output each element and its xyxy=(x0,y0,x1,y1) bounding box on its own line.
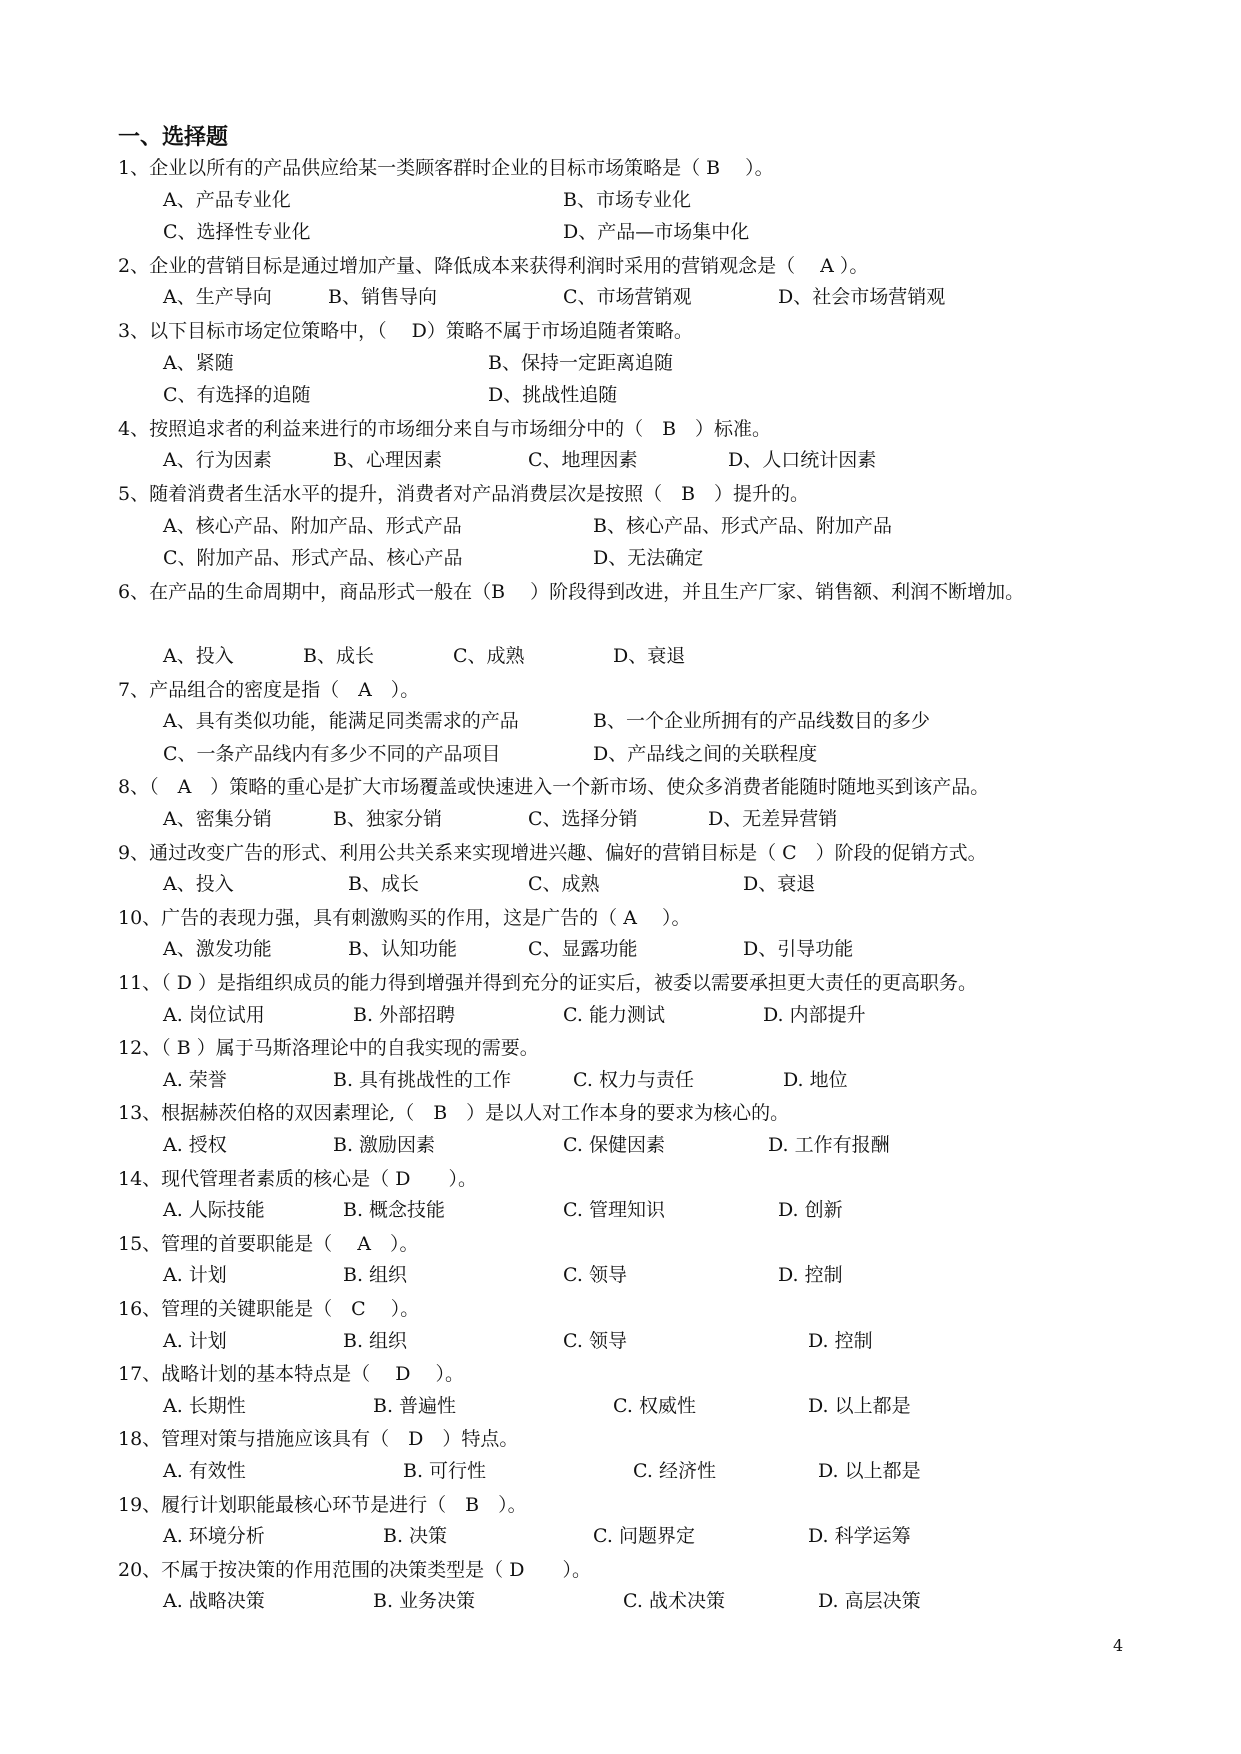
option-choice: A. 计划 xyxy=(163,1264,227,1287)
question-text: 13、根据赫茨伯格的双因素理论,（ B ）是以人对工作本身的要求为核心的。 xyxy=(118,1102,790,1125)
section-title: 一、选择题 xyxy=(118,125,229,150)
option-choice: D. 内部提升 xyxy=(763,1003,866,1026)
option-choice: C. 领导 xyxy=(563,1329,627,1352)
option-choice: C. 权力与责任 xyxy=(573,1068,694,1091)
option-choice: C. 权威性 xyxy=(613,1394,696,1417)
option-choice: A、投入 xyxy=(163,645,234,667)
option-choice: A、投入 xyxy=(163,873,234,896)
option-choice: A、激发功能 xyxy=(163,938,272,961)
option-choice: D. 控制 xyxy=(808,1329,873,1352)
option-choice: C. 保健因素 xyxy=(563,1134,665,1156)
option-choice: D、社会市场营销观 xyxy=(778,286,946,309)
option-choice: A、密集分销 xyxy=(163,808,272,830)
question-text: 19、履行计划职能最核心环节是进行（ B ）。 xyxy=(118,1493,527,1516)
question-text: 9、通过改变广告的形式、利用公共关系来实现增进兴趣、偏好的营销目标是（ C ）阶段的促销方式。 xyxy=(118,841,987,864)
option-choice: A. 战略决策 xyxy=(163,1590,265,1613)
option-choice: D. 科学运筹 xyxy=(808,1525,911,1548)
option-choice: C、一条产品线内有多少不同的产品项目 xyxy=(163,742,501,765)
option-choice: D. 控制 xyxy=(778,1264,843,1287)
option-choice: C. 管理知识 xyxy=(563,1199,665,1222)
question-text: 2、企业的营销目标是通过增加产量、降低成本来获得利润时采用的营销观念是（ A ）。 xyxy=(118,254,869,277)
option-choice: D、无差异营销 xyxy=(708,808,838,830)
option-choice: B. 可行性 xyxy=(403,1460,487,1482)
option-choice: B、成长 xyxy=(303,645,374,667)
option-choice: C. 战术决策 xyxy=(623,1590,725,1613)
option-choice: D、人口统计因素 xyxy=(728,449,877,472)
question-text: 14、现代管理者素质的核心是（ D ）。 xyxy=(118,1167,477,1190)
option-choice: A. 有效性 xyxy=(163,1460,246,1482)
option-choice: C. 能力测试 xyxy=(563,1003,665,1026)
option-choice: B. 决策 xyxy=(383,1525,448,1548)
question-text: 4、按照追求者的利益来进行的市场细分来自与市场细分中的（ B ）标准。 xyxy=(118,417,772,440)
option-choice: A、生产导向 xyxy=(163,286,272,309)
option-choice: C、有选择的追随 xyxy=(163,384,311,407)
option-choice: A、核心产品、附加产品、形式产品 xyxy=(163,514,462,537)
option-choice: B、销售导向 xyxy=(328,286,437,309)
option-choice: D. 工作有报酬 xyxy=(768,1134,890,1156)
question-text: 20、不属于按决策的作用范围的决策类型是（ D ）。 xyxy=(118,1558,591,1581)
question-text: 8、（ A ）策略的重心是扩大市场覆盖或快速进入一个新市场、使众多消费者能随时随地买到该产品。 xyxy=(118,776,990,799)
option-choice: D、衰退 xyxy=(743,873,816,896)
question-text: 6、在产品的生命周期中，商品形式一般在（B ）阶段得到改进，并且生产厂家、销售额、利润不断增加。 xyxy=(118,580,1025,603)
option-choice: A. 人际技能 xyxy=(163,1199,265,1222)
option-choice: D、无法确定 xyxy=(593,547,704,570)
option-choice: D. 地位 xyxy=(783,1068,848,1091)
option-choice: C、市场营销观 xyxy=(563,286,692,309)
option-choice: B、心理因素 xyxy=(333,449,442,472)
option-choice: A、产品专业化 xyxy=(163,188,291,211)
option-choice: D、挑战性追随 xyxy=(488,384,618,407)
option-choice: A. 环境分析 xyxy=(163,1525,265,1548)
option-choice: D、产品—市场集中化 xyxy=(563,221,750,244)
option-choice: D. 以上都是 xyxy=(818,1460,921,1482)
option-choice: B. 外部招聘 xyxy=(353,1003,456,1026)
option-choice: C、成熟 xyxy=(528,873,600,896)
question-text: 18、管理对策与措施应该具有（ D ）特点。 xyxy=(118,1428,519,1451)
option-choice: C、选择分销 xyxy=(528,808,638,830)
option-choice: C. 问题界定 xyxy=(593,1525,695,1548)
option-choice: B. 业务决策 xyxy=(373,1590,476,1613)
option-choice: A. 授权 xyxy=(163,1134,227,1156)
option-choice: A. 荣誉 xyxy=(163,1068,227,1091)
option-choice: A、紧随 xyxy=(163,351,234,374)
option-choice: D. 高层决策 xyxy=(818,1590,921,1613)
option-choice: B. 概念技能 xyxy=(343,1199,446,1222)
option-choice: B. 普遍性 xyxy=(373,1394,457,1417)
option-choice: A、行为因素 xyxy=(163,449,272,472)
option-choice: B、保持一定距离追随 xyxy=(488,351,673,374)
option-choice: D、衰退 xyxy=(613,645,686,667)
option-choice: C、成熟 xyxy=(453,645,525,667)
question-text: 12、（ B ）属于马斯洛理论中的自我实现的需要。 xyxy=(118,1037,539,1060)
option-choice: B、市场专业化 xyxy=(563,188,691,211)
option-choice: D、产品线之间的关联程度 xyxy=(593,742,818,765)
option-choice: A. 岗位试用 xyxy=(163,1003,265,1026)
option-choice: D. 创新 xyxy=(778,1199,843,1222)
option-choice: B. 激励因素 xyxy=(333,1134,436,1156)
option-choice: B、认知功能 xyxy=(348,938,457,961)
question-text: 15、管理的首要职能是（ A ）。 xyxy=(118,1232,419,1255)
option-choice: C、附加产品、形式产品、核心产品 xyxy=(163,547,463,570)
option-choice: A. 计划 xyxy=(163,1329,227,1352)
option-choice: C、选择性专业化 xyxy=(163,221,311,244)
question-text: 17、战略计划的基本特点是（ D ）。 xyxy=(118,1363,464,1386)
option-choice: C. 领导 xyxy=(563,1264,627,1287)
option-choice: C、显露功能 xyxy=(528,938,638,961)
question-text: 3、以下目标市场定位策略中，（ D）策略不属于市场追随者策略。 xyxy=(118,320,693,342)
page-number: 4 xyxy=(1113,1636,1124,1655)
option-choice: B、独家分销 xyxy=(333,808,442,830)
option-choice: B、成长 xyxy=(348,873,419,896)
question-text: 10、广告的表现力强，具有刺激购买的作用，这是广告的（ A ）。 xyxy=(118,906,691,929)
option-choice: B. 组织 xyxy=(343,1264,408,1287)
option-choice: D. 以上都是 xyxy=(808,1394,911,1417)
option-choice: B. 组织 xyxy=(343,1329,408,1352)
option-choice: C. 经济性 xyxy=(633,1460,716,1482)
option-choice: B、一个企业所拥有的产品线数目的多少 xyxy=(593,710,930,733)
question-text: 11、（ D ）是指组织成员的能力得到增强并得到充分的证实后，被委以需要承担更大责任的更高职务。 xyxy=(118,972,977,994)
option-choice: A. 长期性 xyxy=(163,1394,246,1417)
question-text: 7、产品组合的密度是指（ A ）。 xyxy=(118,678,420,701)
question-text: 5、随着消费者生活水平的提升，消费者对产品消费层次是按照（ B ）提升的。 xyxy=(118,483,810,505)
option-choice: C、地理因素 xyxy=(528,449,638,472)
option-choice: A、具有类似功能，能满足同类需求的产品 xyxy=(163,710,519,733)
option-choice: B、核心产品、形式产品、附加产品 xyxy=(593,514,892,537)
question-text: 1、企业以所有的产品供应给某一类顾客群时企业的目标市场策略是（ B ）。 xyxy=(118,157,774,179)
option-choice: B. 具有挑战性的工作 xyxy=(333,1068,512,1091)
option-choice: D、引导功能 xyxy=(743,938,854,961)
question-text: 16、管理的关键职能是（ C ）。 xyxy=(118,1298,420,1320)
